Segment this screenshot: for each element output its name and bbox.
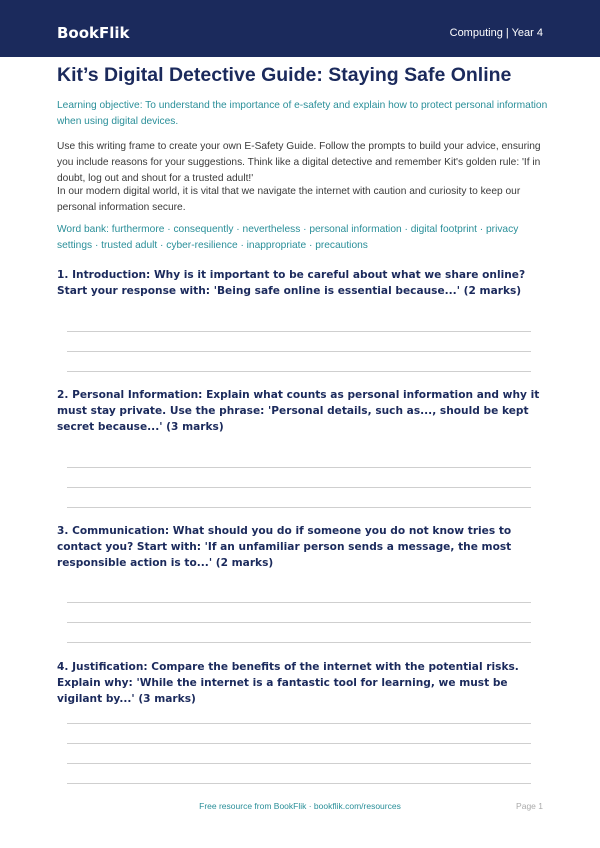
question-1: 1. Introduction: Why is it important to be careful about what we share online? Start your response with: 'Being safe online is essential because...' (2 marks) xyxy=(57,269,526,297)
footer-link[interactable]: Free resource from BookFlik · bookflik.com/resources xyxy=(199,801,401,811)
answer-line[interactable] xyxy=(67,763,531,764)
question-4: 4. Justification: Compare the benefits of the internet with the potential risks. Explain why: 'While the internet is a fantastic tool for learning, we must be vigilant by...' (3 marks) xyxy=(57,661,519,705)
answer-line[interactable] xyxy=(67,351,531,352)
page-title: Kit’s Digital Detective Guide: Staying Safe Online xyxy=(57,64,512,86)
intro-paragraph-1: Use this writing frame to create your own E-Safety Guide. Follow the prompts to build your advice, ensuring you include reasons for your suggestions. Think like a digital detective and remember Kit's golden rule: 'If in doubt, log out and shout for a trusted adult!' xyxy=(57,141,541,184)
learning-objective: Learning objective: To understand the importance of e-safety and explain how to protect personal information when using digital devices. xyxy=(57,100,548,127)
answer-line[interactable] xyxy=(67,723,531,724)
intro-paragraph-2: In our modern digital world, it is vital that we navigate the internet with caution and curiosity to keep our personal information secure. xyxy=(57,186,521,213)
answer-line[interactable] xyxy=(67,783,531,784)
answer-line[interactable] xyxy=(67,371,531,372)
answer-line[interactable] xyxy=(67,602,531,603)
question-2: 2. Personal Information: Explain what counts as personal information and why it must stay private. Use the phrase: 'Personal details, such as..., should be kept secret because...' (3 marks) xyxy=(57,389,540,433)
header-bar xyxy=(0,0,600,57)
subject-label: Computing | Year 4 xyxy=(449,27,543,39)
answer-line[interactable] xyxy=(67,487,531,488)
answer-line[interactable] xyxy=(67,743,531,744)
answer-line[interactable] xyxy=(67,642,531,643)
question-3: 3. Communication: What should you do if someone you do not know tries to contact you? Start with: 'If an unfamiliar person sends a message, the most responsible action is to...' (2 marks) xyxy=(57,525,512,569)
answer-line[interactable] xyxy=(67,331,531,332)
answer-line[interactable] xyxy=(67,622,531,623)
brand-logo: BookFlik xyxy=(57,24,130,42)
word-bank: Word bank: furthermore · consequently · nevertheless · personal information · digital footprint · privacy settings · trusted adult · cyber-resilience · inappropriate · precautions xyxy=(57,224,519,251)
page-number: Page 1 xyxy=(516,801,543,811)
answer-line[interactable] xyxy=(67,467,531,468)
answer-line[interactable] xyxy=(67,507,531,508)
